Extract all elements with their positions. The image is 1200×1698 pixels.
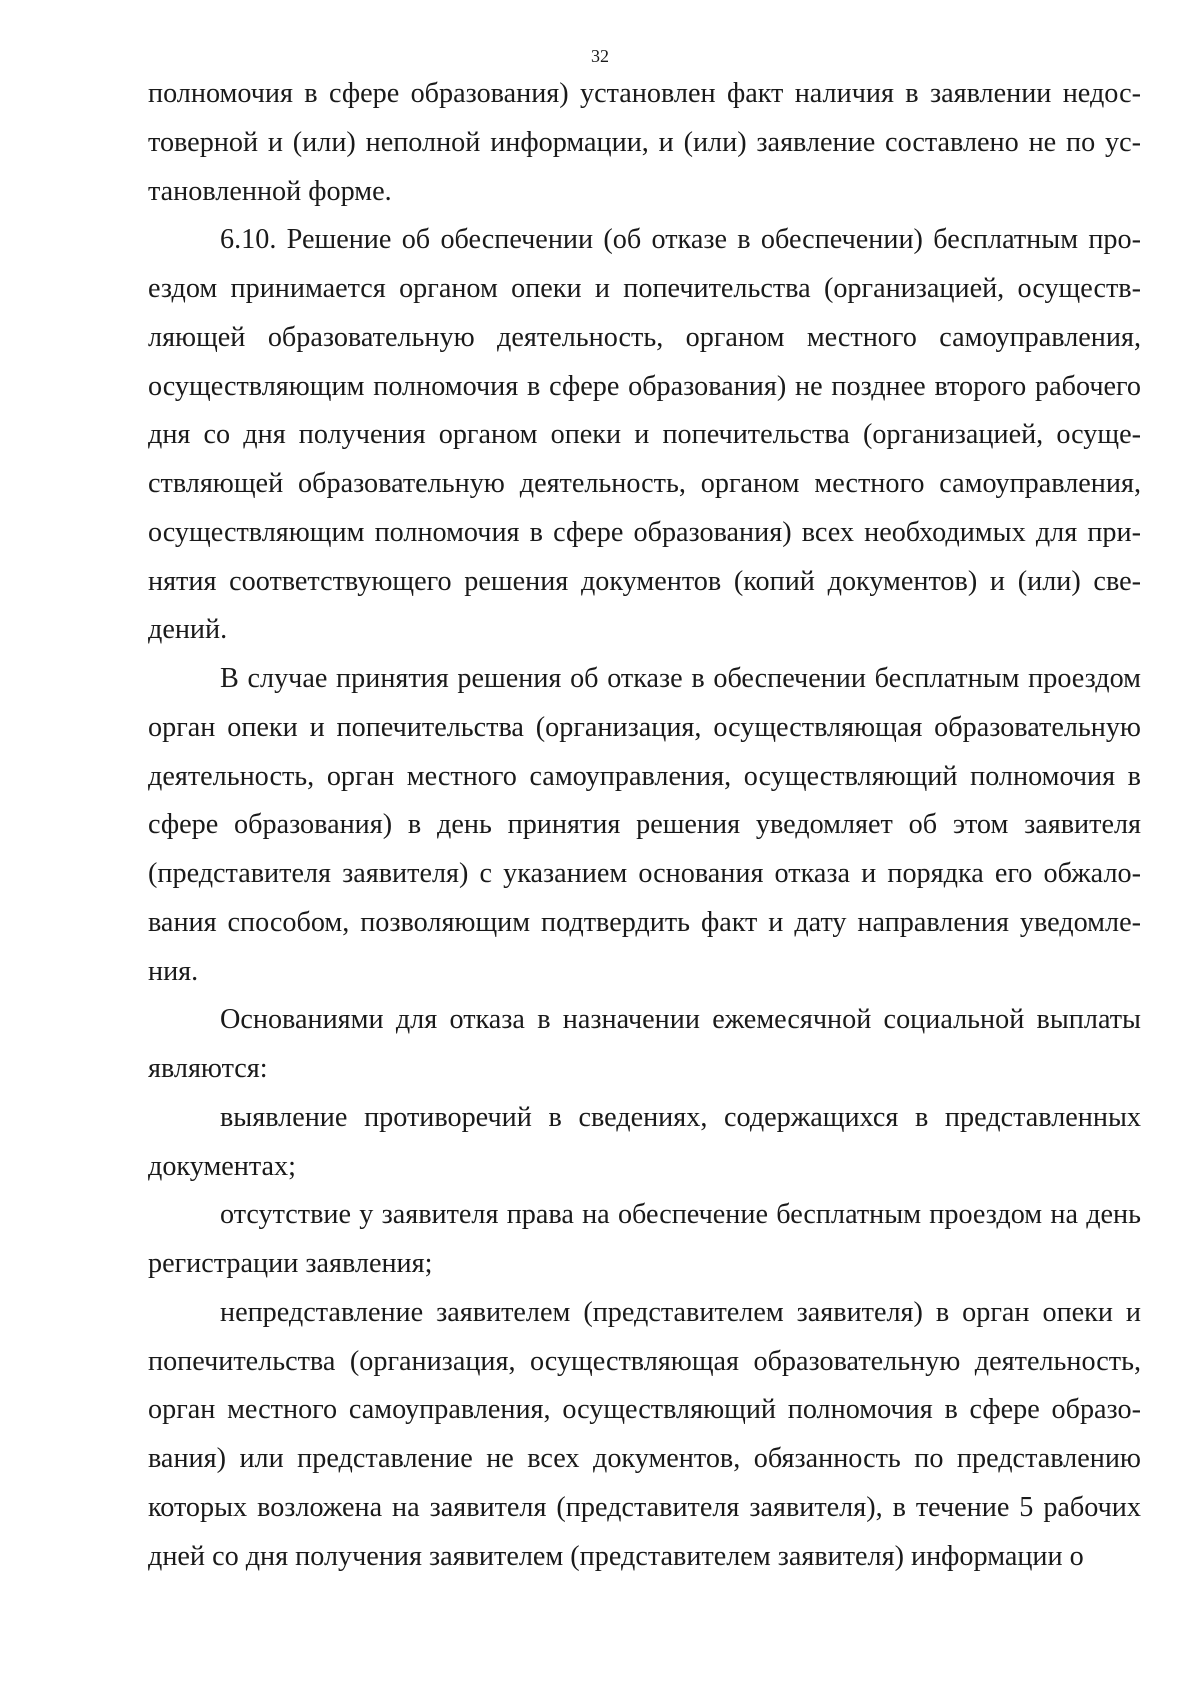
paragraph-refusal-notice: В случае принятия решения об отказе в обеспечении бесплатным проездом орган опеки и попечительства (организация, осуществляющая образовательную деятельность, орган местного самоуправления, осуществляющий полномочия в сфере образования) в день принятия решения уведомляет об этом заявителя (представителя заявителя) с указанием основания отказа и порядка его обжалования способом, позволяющим подтвердить факт и дату направления уведомления. bbox=[148, 663, 1141, 987]
paragraph-grounds-intro: Основаниями для отказа в назначении ежемесячной социальной выплаты являются: bbox=[148, 1004, 1141, 1084]
paragraph-ground-no-right: отсутствие у заявителя права на обеспечение бесплатным проездом на день регистрации заявления; bbox=[148, 1199, 1141, 1279]
paragraph-6-10: 6.10. Решение об обеспечении (об отказе в обеспечении) бесплатным проездом принимается органом опеки и попечительства (организацией, осуществляющей образовательную деятельность, органом местного самоуправления, осуществляющим полномочия в сфере образования) не позднее второго рабочего дня со дня получения органом опеки и попечительства (организацией, осуществляющей образовательную деятельность, органом местного самоуправления, осуществляющим полномочия в сфере образования) всех необходимых для принятия соответствующего решения документов (копий документов) и (или) сведений. bbox=[148, 224, 1141, 646]
paragraph-ground-missing-documents: непредставление заявителем (представителем заявителя) в орган опеки и попечительства (организация, осуществляющая образовательную деятельность, орган местного самоуправления, осуществляющий полномочия в сфере образования) или представление не всех документов, обязанность по представлению которых возложена на заявителя (представителя заявителя), в течение 5 рабочих дней со дня получения заявителем (представителем заявителя) информации о bbox=[148, 1296, 1141, 1572]
paragraph-ground-contradictions: выявление противоречий в сведениях, содержащихся в представленных документах; bbox=[148, 1101, 1141, 1182]
paragraph-continuation: полномочия в сфере образования) установлен факт наличия в заявлении недостоверной и (или) неполной информации, и (или) заявление составлено не по установленной форме. bbox=[148, 78, 1141, 207]
document-body bbox=[148, 70, 1141, 1581]
page-number: 32 bbox=[591, 46, 609, 66]
